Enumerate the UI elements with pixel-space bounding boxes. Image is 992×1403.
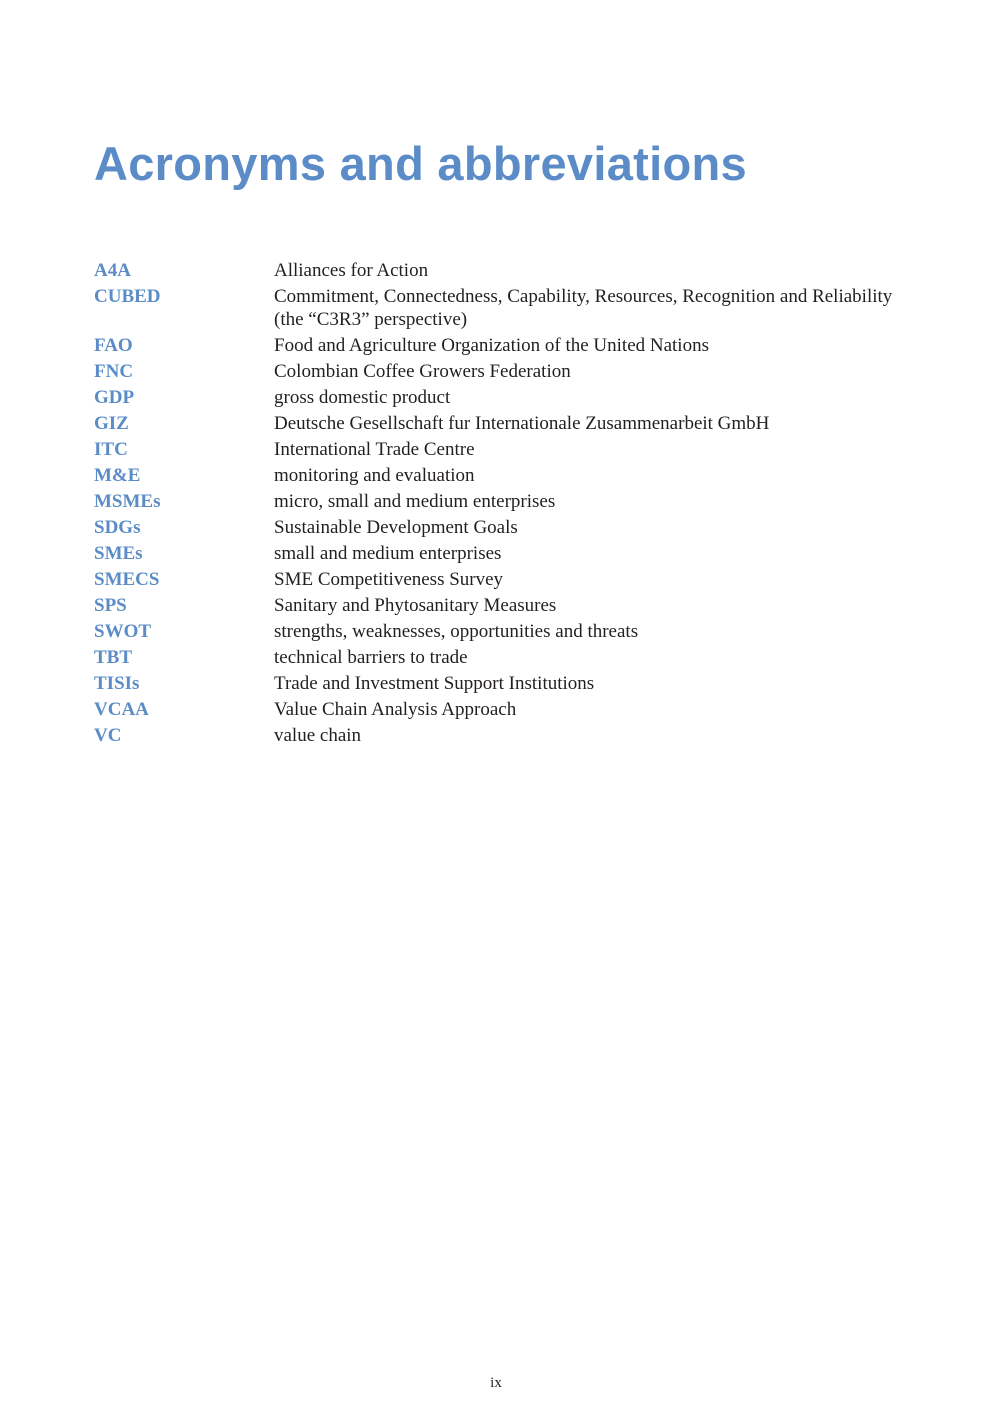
acronym-definition: Sanitary and Phytosanitary Measures xyxy=(274,595,557,616)
acronym-definition: SME Competitiveness Survey xyxy=(274,569,504,590)
acronym-term: A4A xyxy=(94,260,131,281)
acronym-definition: strengths, weaknesses, opportunities and threats xyxy=(274,621,639,642)
acronym-list xyxy=(94,259,914,750)
acronym-definition: technical barriers to trade xyxy=(274,647,468,668)
acronym-term: SWOT xyxy=(94,621,152,642)
acronym-row xyxy=(94,594,914,617)
acronym-definition: Deutsche Gesellschaft fur Internationale Zusammenarbeit GmbH xyxy=(274,413,770,434)
acronym-definition: small and medium enterprises xyxy=(274,543,502,564)
acronym-term: MSMEs xyxy=(94,491,161,512)
acronym-term: CUBED xyxy=(94,286,161,307)
acronym-definition: micro, small and medium enterprises xyxy=(274,491,556,512)
acronym-term: TBT xyxy=(94,647,133,668)
acronym-row xyxy=(94,646,914,669)
acronym-definition: International Trade Centre xyxy=(274,439,475,460)
acronym-definition: Commitment, Connectedness, Capability, Resources, Recognition and Reliability (the “C3R3” perspective) xyxy=(274,286,893,330)
acronym-row xyxy=(94,386,914,409)
acronym-row xyxy=(94,490,914,513)
acronym-row xyxy=(94,724,914,747)
acronym-row xyxy=(94,568,914,591)
acronym-definition: Value Chain Analysis Approach xyxy=(274,699,517,720)
acronym-row xyxy=(94,542,914,565)
acronym-definition: Sustainable Development Goals xyxy=(274,517,518,538)
page-number: ix xyxy=(490,1375,502,1391)
acronym-row xyxy=(94,259,914,282)
acronym-term: SPS xyxy=(94,595,127,616)
acronym-row xyxy=(94,334,914,357)
acronym-term: TISIs xyxy=(94,673,140,694)
acronym-term: FAO xyxy=(94,335,133,356)
acronym-definition: Trade and Investment Support Institutions xyxy=(274,673,595,694)
acronym-row xyxy=(94,698,914,721)
acronym-row xyxy=(94,464,914,487)
acronym-row xyxy=(94,360,914,383)
acronym-term: GDP xyxy=(94,387,135,408)
acronym-term: SMECS xyxy=(94,569,160,590)
acronym-term: VC xyxy=(94,725,122,746)
acronym-row xyxy=(94,438,914,461)
page-title: Acronyms and abbreviations xyxy=(94,137,747,190)
acronym-definition: monitoring and evaluation xyxy=(274,465,475,486)
acronym-row xyxy=(94,516,914,539)
acronym-row xyxy=(94,285,914,331)
acronym-row xyxy=(94,672,914,695)
acronym-term: M&E xyxy=(94,465,141,486)
acronym-term: FNC xyxy=(94,361,134,382)
acronym-row xyxy=(94,412,914,435)
acronym-term: GIZ xyxy=(94,413,129,434)
acronym-term: SMEs xyxy=(94,543,143,564)
acronym-definition: gross domestic product xyxy=(274,387,451,408)
acronym-row xyxy=(94,620,914,643)
acronym-definition: Food and Agriculture Organization of the United Nations xyxy=(274,335,709,356)
acronym-term: ITC xyxy=(94,439,128,460)
acronym-definition: Colombian Coffee Growers Federation xyxy=(274,361,571,382)
acronym-term: VCAA xyxy=(94,699,149,720)
acronym-term: SDGs xyxy=(94,517,141,538)
acronym-definition: Alliances for Action xyxy=(274,260,429,281)
acronym-definition: value chain xyxy=(274,725,362,746)
